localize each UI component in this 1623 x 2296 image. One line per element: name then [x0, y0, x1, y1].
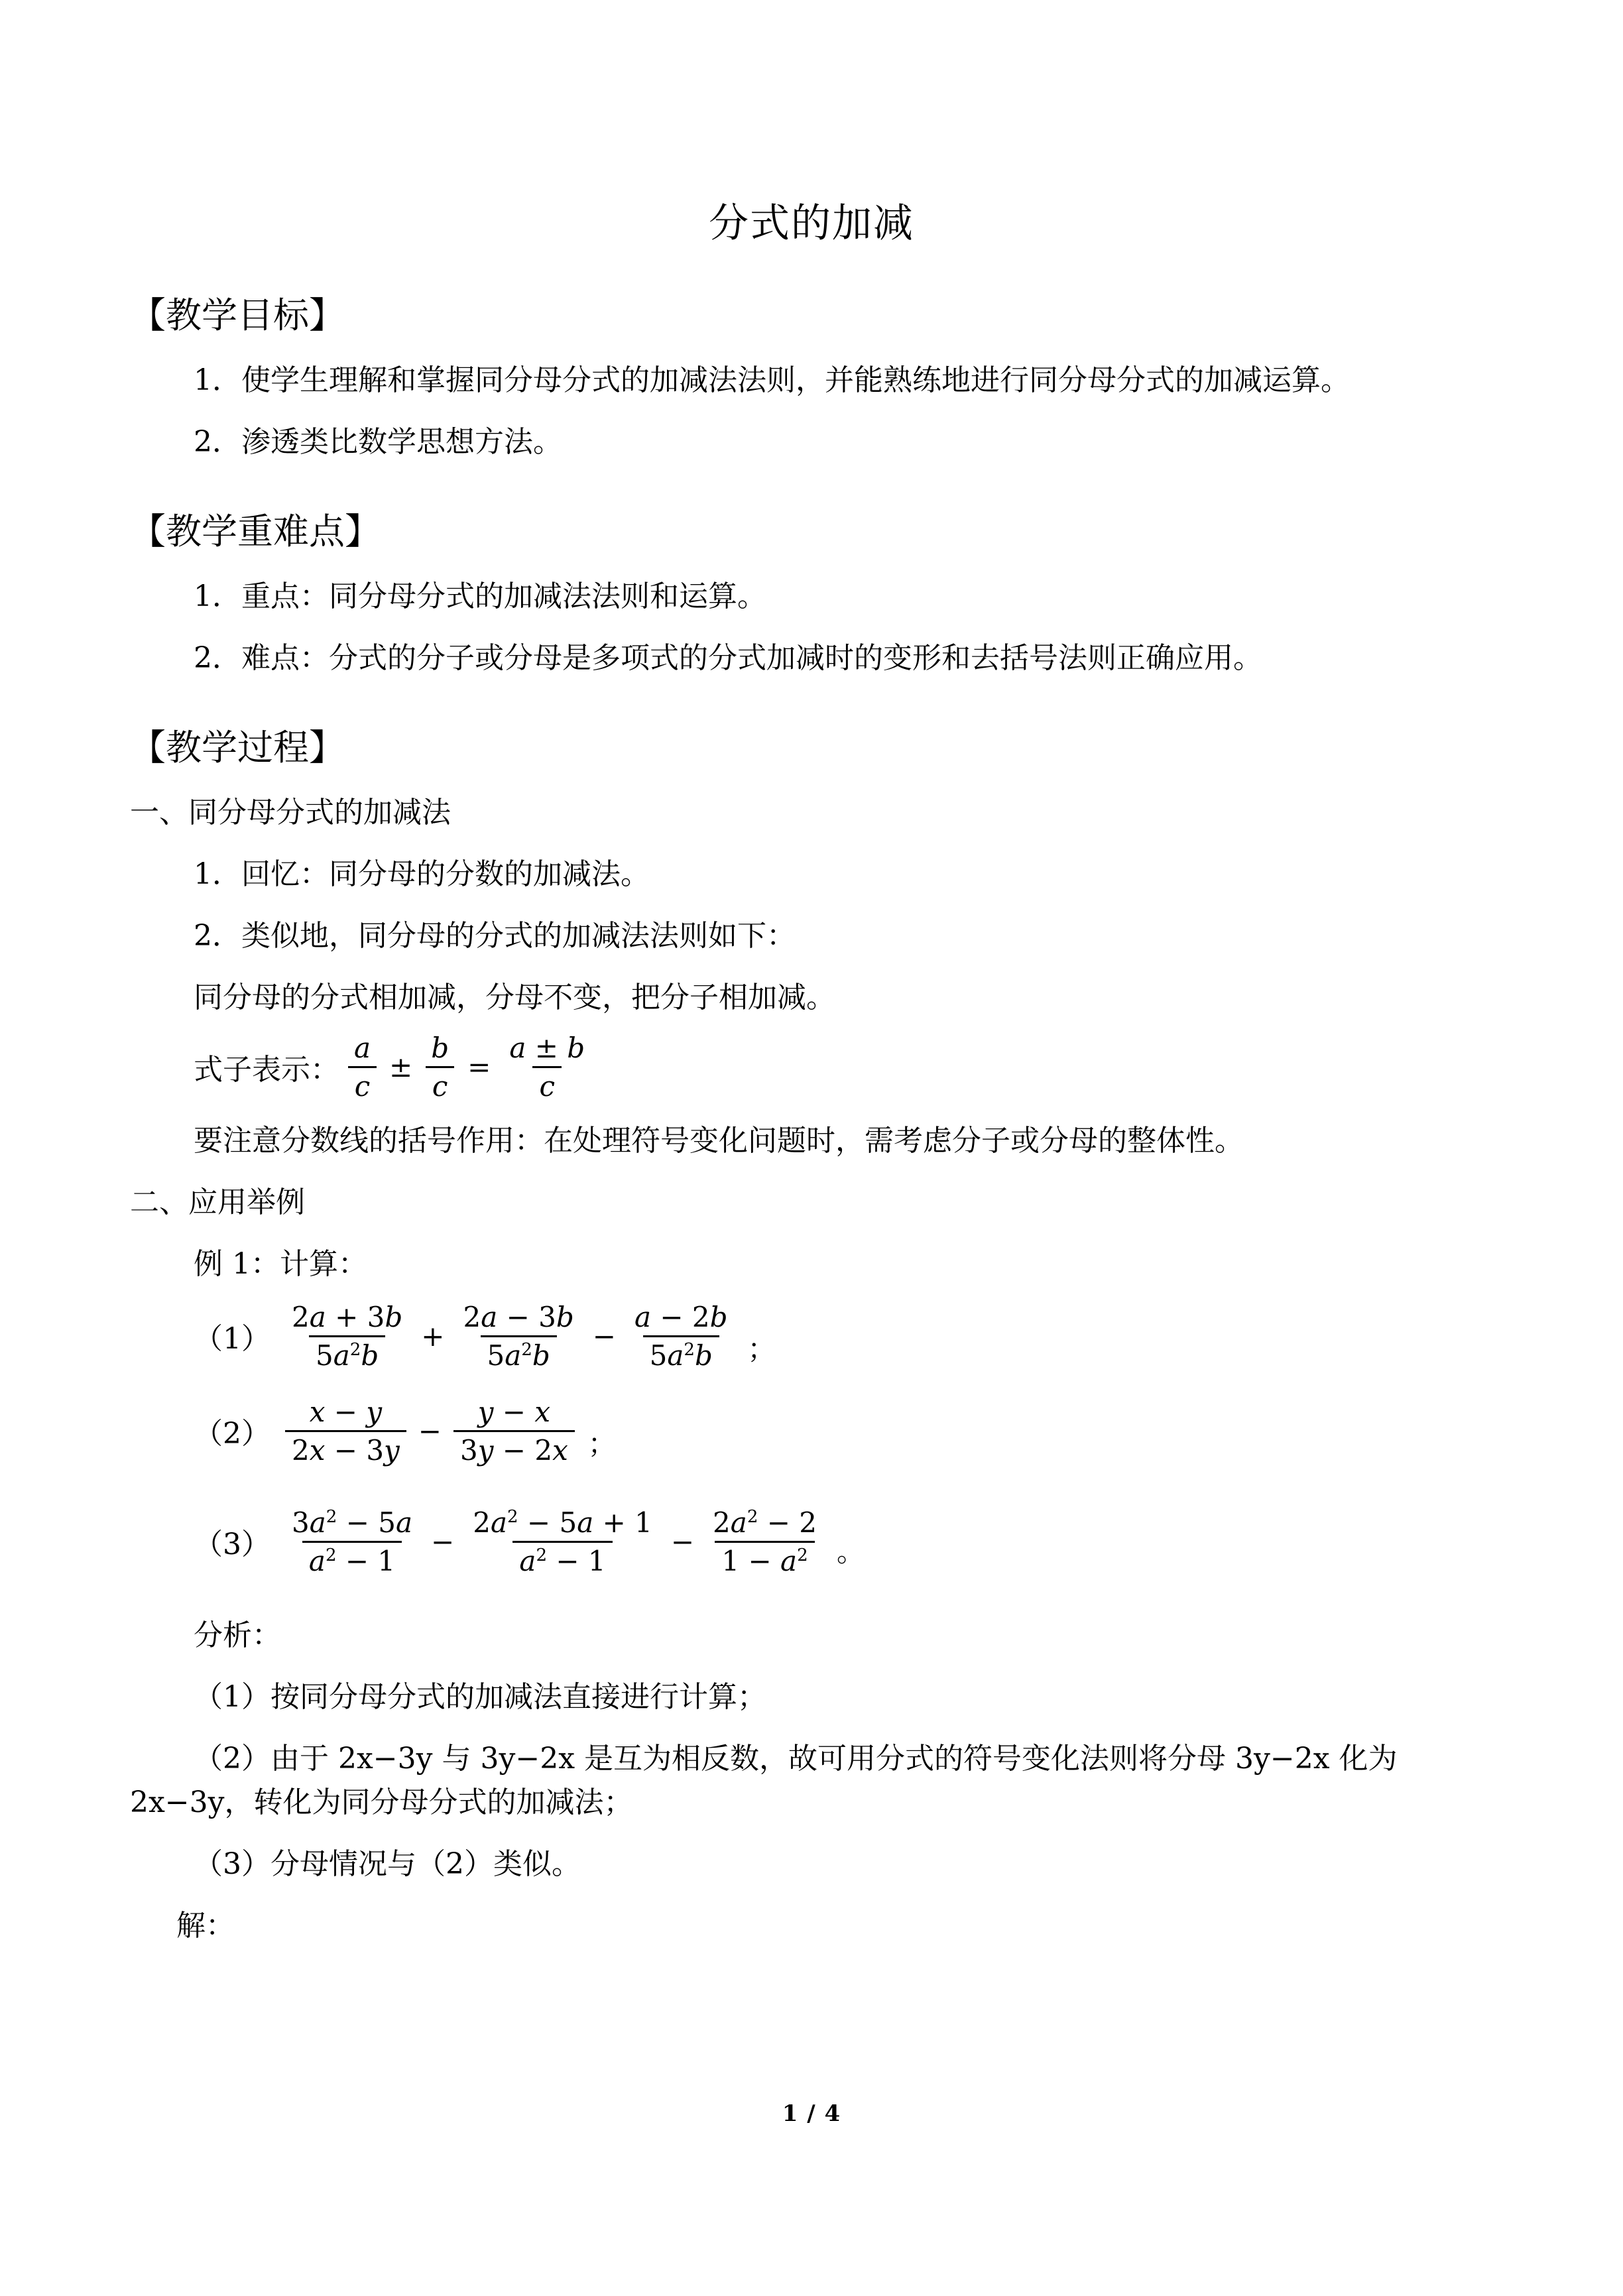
fraction-term	[453, 1396, 575, 1466]
fraction-numerator: x − y	[309, 1395, 383, 1428]
problem-3	[130, 1507, 1493, 1577]
rule-formula	[343, 1032, 595, 1102]
problem-tag: （3）	[194, 1528, 270, 1562]
subsection-heading-part-two: 二、应用举例	[130, 1185, 305, 1219]
fraction-sum-over-c	[503, 1032, 591, 1102]
fraction-term	[628, 1301, 735, 1371]
problem-3-expression	[281, 1507, 865, 1577]
formula-lead-label: 式子表示：	[194, 1053, 339, 1087]
part-one-item-2: 2．类似地，同分母的分式的加减法法则如下：	[194, 919, 796, 953]
fraction-denominator: $5a^2b$	[481, 1335, 557, 1371]
fraction-denominator: $a^2 - 1$	[302, 1541, 402, 1577]
fraction-numerator: a ± b	[509, 1031, 585, 1064]
fraction-numerator: a	[354, 1031, 371, 1064]
objective-item-1: 1．使学生理解和掌握同分母分式的加减法法则，并能熟练地进行同分母分式的加减运算。	[194, 363, 1350, 398]
fraction-numerator: $3a^2 - 5a$	[292, 1506, 413, 1539]
fraction-denominator: c	[426, 1066, 455, 1102]
fraction-b-over-c	[424, 1032, 455, 1102]
fraction-numerator: 2a − 3b	[463, 1300, 574, 1333]
fraction-a-over-c	[347, 1032, 377, 1102]
fraction-numerator: $2a^2 - 5a + 1$	[473, 1506, 652, 1539]
fraction-denominator: c	[348, 1066, 377, 1102]
problem-trailer: ；	[747, 1332, 776, 1365]
fraction-denominator: 3y − 2x	[453, 1430, 575, 1466]
fraction-denominator: $1 - a^2$	[715, 1541, 814, 1577]
problem-trailer: ；	[587, 1427, 616, 1460]
fraction-denominator: 2x − 3y	[285, 1430, 406, 1466]
plus-operator: +	[421, 1319, 445, 1353]
objective-item-2: 2．渗透类比数学思想方法。	[194, 425, 562, 459]
fraction-denominator: $5a^2b$	[309, 1335, 385, 1371]
example-1-label: 例 1：计算：	[194, 1246, 367, 1281]
part-one-item-1: 1．回忆：同分母的分数的加减法。	[194, 857, 650, 892]
fraction-numerator: $2a^2 - 2$	[713, 1506, 817, 1539]
page-footer: 1 / 4	[782, 2100, 841, 2127]
fraction-term	[456, 1301, 580, 1371]
section-heading-process: 【教学过程】	[130, 727, 345, 769]
fraction-denominator: c	[532, 1066, 562, 1102]
page-title: 分式的加减	[709, 200, 914, 247]
section-heading-objectives: 【教学目标】	[130, 294, 345, 336]
analysis-item-2: （2）由于 2x−3y 与 3y−2x 是互为相反数，故可用分式的符号变化法则将分母 3y−2x 化为 2x−3y，转化为同分母分式的加减法；	[130, 1741, 1398, 1820]
fraction-bar-note: 要注意分数线的括号作用：在处理符号变化问题时，需考虑分子或分母的整体性。	[194, 1123, 1244, 1158]
subsection-heading-part-one: 一、同分母分式的加减法	[130, 796, 451, 830]
fraction-denominator: $5a^2b$	[643, 1335, 719, 1371]
fraction-term	[706, 1507, 823, 1577]
problem-1-expression	[281, 1301, 776, 1371]
analysis-item-3: （3）分母情况与（2）类似。	[194, 1847, 581, 1882]
fraction-rule-text: 同分母的分式相加减，分母不变，把分子相加减。	[194, 981, 835, 1015]
solution-label: 解：	[176, 1909, 235, 1943]
problem-tag: （1）	[194, 1322, 270, 1357]
fraction-term	[285, 1396, 406, 1466]
minus-operator: −	[670, 1525, 695, 1558]
plus-minus-operator: ±	[389, 1050, 413, 1083]
fraction-term	[285, 1507, 419, 1577]
fraction-term	[466, 1507, 659, 1577]
fraction-term	[285, 1301, 409, 1371]
section-heading-key-difficulties: 【教学重难点】	[130, 511, 381, 553]
fraction-numerator: 2a + 3b	[292, 1300, 403, 1333]
fraction-numerator: a − 2b	[634, 1300, 728, 1333]
analysis-item-1: （1）按同分母分式的加减法直接进行计算；	[194, 1679, 766, 1714]
problem-1	[130, 1301, 1493, 1371]
fraction-numerator: b	[431, 1031, 450, 1064]
equals-operator: =	[467, 1050, 491, 1083]
analysis-label: 分析：	[194, 1618, 281, 1652]
minus-operator: −	[431, 1525, 455, 1558]
fraction-numerator: y − x	[477, 1395, 551, 1428]
minus-operator: −	[592, 1319, 616, 1353]
fraction-denominator: $a^2 - 1$	[512, 1541, 612, 1577]
page-content	[130, 0, 1493, 1949]
problem-trailer: 。	[837, 1535, 865, 1568]
rule-formula-row	[130, 1032, 1493, 1102]
problem-2-expression	[281, 1396, 616, 1466]
key-difficulty-item-1: 1．重点：同分母分式的加减法法则和运算。	[194, 579, 766, 614]
key-difficulty-item-2: 2．难点：分式的分子或分母是多项式的分式加减时的变形和去括号法则正确应用。	[194, 641, 1262, 676]
problem-2	[130, 1396, 1493, 1466]
problem-tag: （2）	[194, 1417, 270, 1451]
minus-operator: −	[418, 1414, 442, 1447]
